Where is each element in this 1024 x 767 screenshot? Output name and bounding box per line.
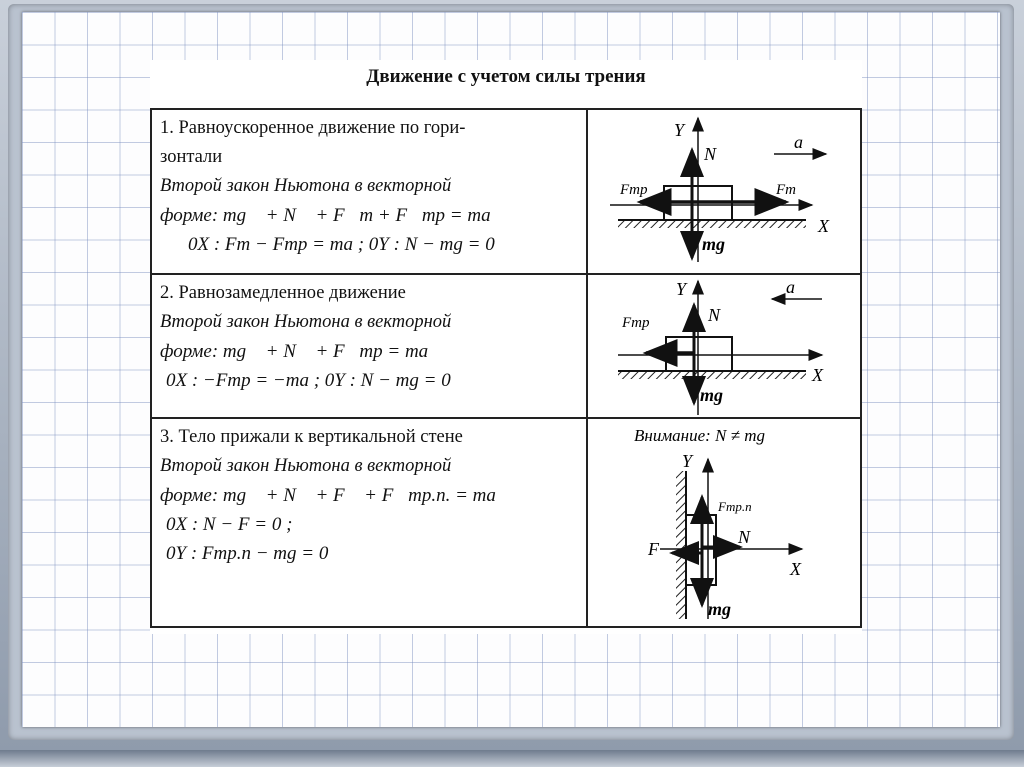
row-2-law: Второй закон Ньютона в векторной <box>160 312 452 332</box>
row-3-law: Второй закон Ньютона в векторной <box>160 456 452 476</box>
physics-table <box>150 108 862 628</box>
y-label: Y <box>674 120 685 140</box>
row-1-diagram <box>590 110 860 273</box>
table-row-1 <box>152 110 860 275</box>
wall-hatch <box>676 471 686 619</box>
mg-label: mg <box>700 385 724 405</box>
table-row-3 <box>152 419 860 626</box>
row-1-vector-equation: форме: mg⃗ + N⃗ + F⃗т + F⃗тр = ma⃗ <box>160 205 506 226</box>
row-3-diagram <box>590 419 860 624</box>
row-3-text <box>160 423 582 568</box>
page-title: Движение с учетом силы трения <box>366 66 646 87</box>
mg-label: mg <box>702 234 726 254</box>
document-page <box>150 60 862 634</box>
attention-note: Внимание: N ≠ mg <box>634 426 766 445</box>
table-row-2 <box>152 275 860 419</box>
n-label: N <box>708 305 721 325</box>
row-2-heading: 2. Равнозамедленное движение <box>160 283 406 303</box>
row-3-projection-equation-y: 0Y : Fтр.п − mg = 0 <box>166 543 329 564</box>
row-1-heading-cont: зонтали <box>160 147 223 167</box>
row-2-projection-equation: 0X : −Fтр = −ma ; 0Y : N − mg = 0 <box>166 370 451 391</box>
row-2-text <box>160 279 582 395</box>
ft-label: Fт <box>776 182 796 198</box>
a-label: a <box>786 277 795 297</box>
row-3-vector-equation: форме: mg⃗ + N⃗ + F⃗ + F⃗тр.п. = ma⃗ <box>160 485 511 506</box>
x-label: X <box>818 216 829 236</box>
x-label: X <box>812 365 823 385</box>
y-label: Y <box>676 279 687 299</box>
row-2-vector-equation: форме: mg⃗ + N⃗ + F⃗тр = ma⃗ <box>160 341 443 362</box>
row-1-heading: 1. Равноускоренное движение по гори- <box>160 118 466 138</box>
mg-label: mg <box>708 599 732 619</box>
row-1-law: Второй закон Ньютона в векторной <box>160 176 452 196</box>
a-label: a <box>794 132 803 152</box>
x-label: X <box>790 559 801 579</box>
row-3-projection-equation-x: 0X : N − F = 0 ; <box>166 514 293 535</box>
n-label: N <box>738 527 751 547</box>
ftr-label: Fтр <box>620 182 648 198</box>
ftrp-label: Fтр.п <box>718 499 752 514</box>
n-label: N <box>704 144 717 164</box>
row-1-projection-equation: 0X : Fт − Fтр = ma ; 0Y : N − mg = 0 <box>188 234 495 255</box>
row-3-heading: 3. Тело прижали к вертикальной стене <box>160 427 463 447</box>
y-label: Y <box>682 451 693 471</box>
ground-hatch <box>618 220 806 228</box>
f-label: F <box>648 539 659 559</box>
ground-hatch <box>618 371 806 379</box>
ftr-label: Fтр <box>622 315 650 331</box>
bottom-bar <box>0 750 1024 767</box>
row-2-diagram <box>590 275 860 417</box>
row-1-text <box>160 114 582 259</box>
